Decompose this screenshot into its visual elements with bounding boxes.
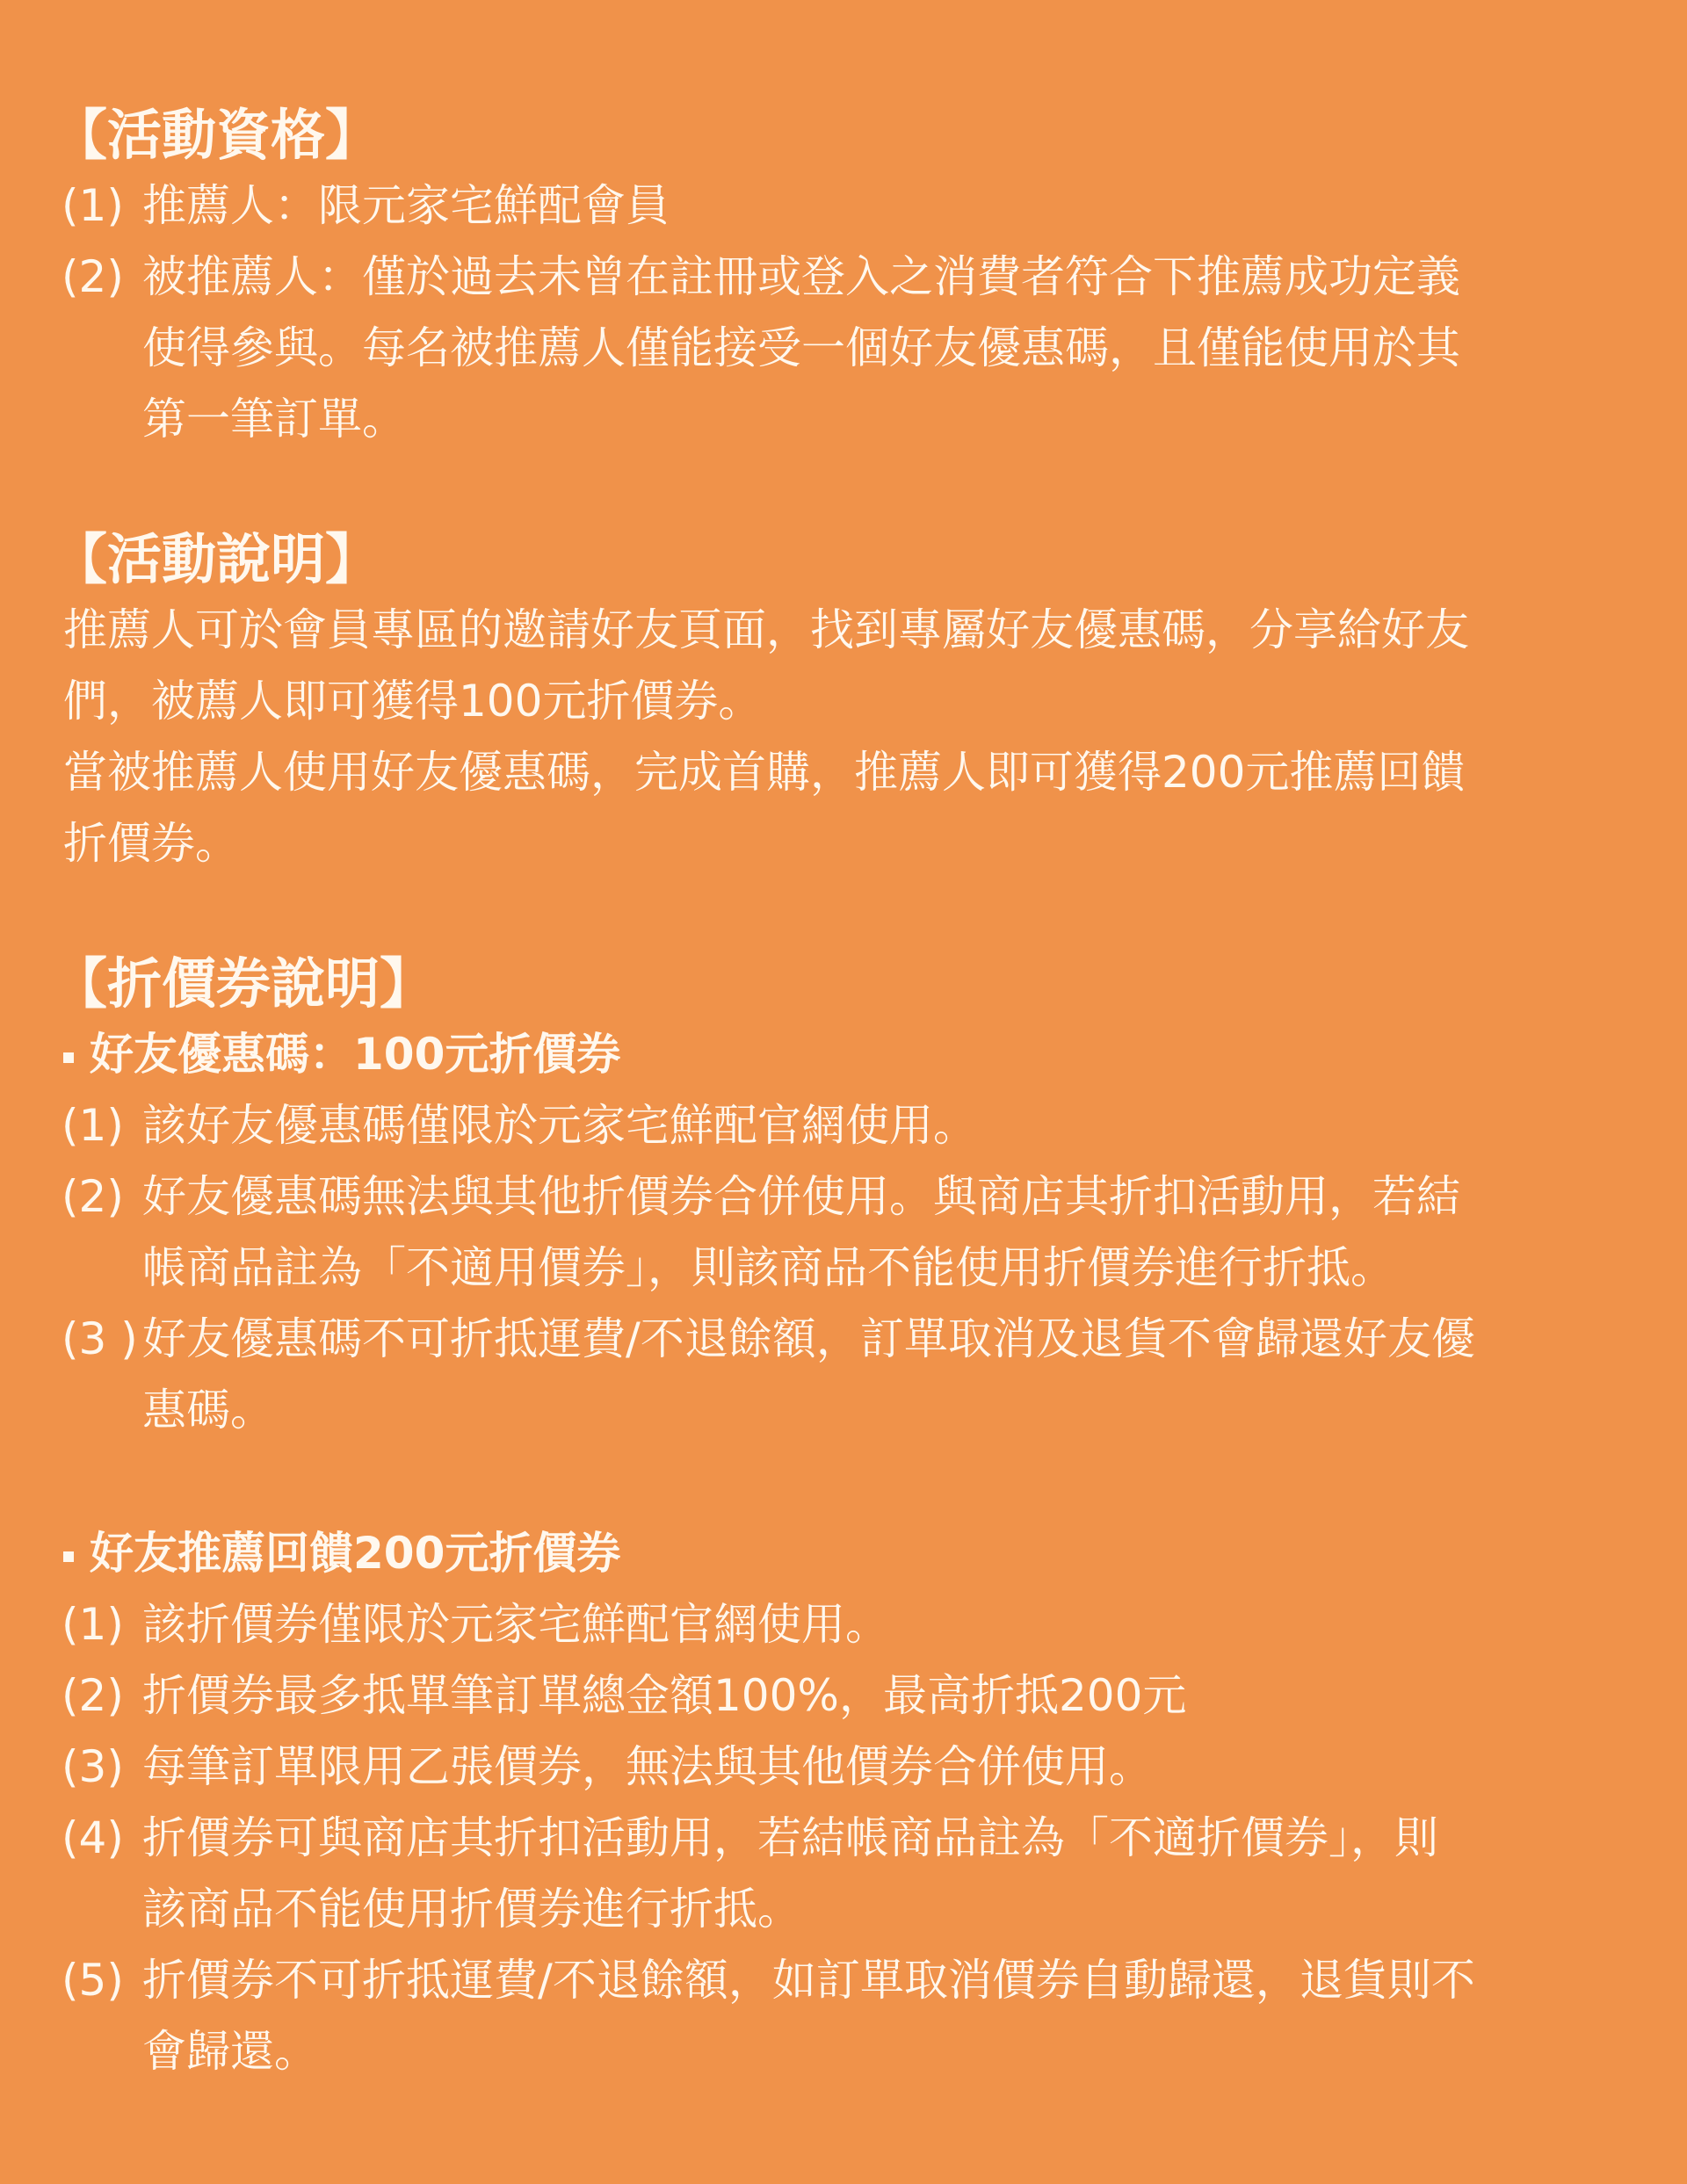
- item-number: (3): [62, 1741, 124, 1792]
- section-heading: 【活動資格】: [53, 103, 380, 167]
- subheading-text: 好友推薦回饋200元折價券: [90, 1528, 621, 1579]
- text-line: 使得參與。每名被推薦人僅能接受一個好友優惠碼，且僅能使用於其: [142, 322, 1460, 373]
- text-line: 該好友優惠碼僅限於元家宅鮮配官網使用。: [142, 1100, 977, 1151]
- list-item: [62, 1803, 1687, 1945]
- list-item: [62, 1660, 1687, 1732]
- list-item: [62, 1945, 1687, 2087]
- bullet-icon: [63, 1052, 74, 1063]
- list-item: [62, 1732, 1687, 1803]
- item-number: (2): [62, 1670, 124, 1721]
- item-number: (4): [62, 1812, 124, 1863]
- item-number: (1): [62, 180, 124, 231]
- bullet-icon: [63, 1551, 74, 1562]
- item-text: [142, 1161, 1687, 1304]
- text-line: 該商品不能使用折價券進行折抵。: [142, 1884, 801, 1935]
- text-line: 折價券。: [63, 818, 239, 869]
- subheading: [63, 1518, 1687, 1589]
- text-line: 該折價券僅限於元家宅鮮配官網使用。: [142, 1599, 889, 1650]
- subheading: [63, 1019, 1687, 1090]
- item-text: [142, 1589, 1687, 1660]
- item-text: [142, 1304, 1687, 1446]
- text-line: 惠碼。: [142, 1385, 274, 1436]
- section: [0, 948, 1687, 2087]
- list-item: [62, 1589, 1687, 1660]
- section: [0, 524, 1687, 879]
- list-item: [62, 1090, 1687, 1161]
- item-number: (3 ): [62, 1313, 138, 1364]
- item-text: [142, 1732, 1687, 1803]
- item-number: (1): [62, 1599, 124, 1650]
- text-line: 第一筆訂單。: [142, 394, 406, 445]
- paragraph: [63, 737, 1687, 879]
- item-number: (1): [62, 1100, 124, 1151]
- text-line: 折價券可與商店其折扣活動用，若結帳商品註為「不適折價券」，則: [142, 1812, 1438, 1863]
- text-line: 推薦人：限元家宅鮮配會員: [142, 180, 670, 231]
- list-item: [62, 1161, 1687, 1304]
- list-item: [62, 242, 1687, 455]
- document: [0, 99, 1687, 2087]
- item-number: (2): [62, 251, 124, 302]
- text-line: 推薦人可於會員專區的邀請好友頁面，找到專屬好友優惠碼，分享給好友: [63, 604, 1469, 655]
- text-line: 當被推薦人使用好友優惠碼，完成首購，推薦人即可獲得200元推薦回饋: [63, 747, 1466, 798]
- list-item: [62, 1304, 1687, 1446]
- list-item: [62, 170, 1687, 242]
- section-heading: 【折價券說明】: [53, 951, 435, 1016]
- item-text: [142, 1803, 1687, 1945]
- paragraph: [63, 595, 1687, 737]
- item-text: [142, 1945, 1687, 2087]
- text-line: 帳商品註為「不適用價券」，則該商品不能使用折價券進行折抵。: [142, 1242, 1394, 1293]
- subheading-text: 好友優惠碼：100元折價券: [90, 1029, 621, 1080]
- item-number: (5): [62, 1955, 124, 2006]
- item-text: [142, 1660, 1687, 1732]
- section-heading: 【活動說明】: [53, 527, 380, 591]
- text-line: 每筆訂單限用乙張價券，無法與其他價券合併使用。: [142, 1741, 1153, 1792]
- spacer: [0, 1446, 1687, 1518]
- text-line: 好友優惠碼無法與其他折價券合併使用。與商店其折扣活動用，若結: [142, 1171, 1460, 1222]
- text-line: 折價券不可折抵運費/不退餘額，如訂單取消價券自動歸還，退貨則不: [142, 1955, 1475, 2006]
- text-line: 好友優惠碼不可折抵運費/不退餘額，訂單取消及退貨不會歸還好友優: [142, 1313, 1475, 1364]
- item-number: (2): [62, 1171, 124, 1222]
- item-text: [142, 242, 1687, 455]
- section: [0, 99, 1687, 455]
- text-line: 被推薦人：僅於過去未曾在註冊或登入之消費者符合下推薦成功定義: [142, 251, 1460, 302]
- text-line: 會歸還。: [142, 2026, 318, 2077]
- item-text: [142, 170, 1687, 242]
- text-line: 們，被薦人即可獲得100元折價券。: [63, 676, 763, 727]
- item-text: [142, 1090, 1687, 1161]
- text-line: 折價券最多抵單筆訂單總金額100%，最高折抵200元: [142, 1670, 1187, 1721]
